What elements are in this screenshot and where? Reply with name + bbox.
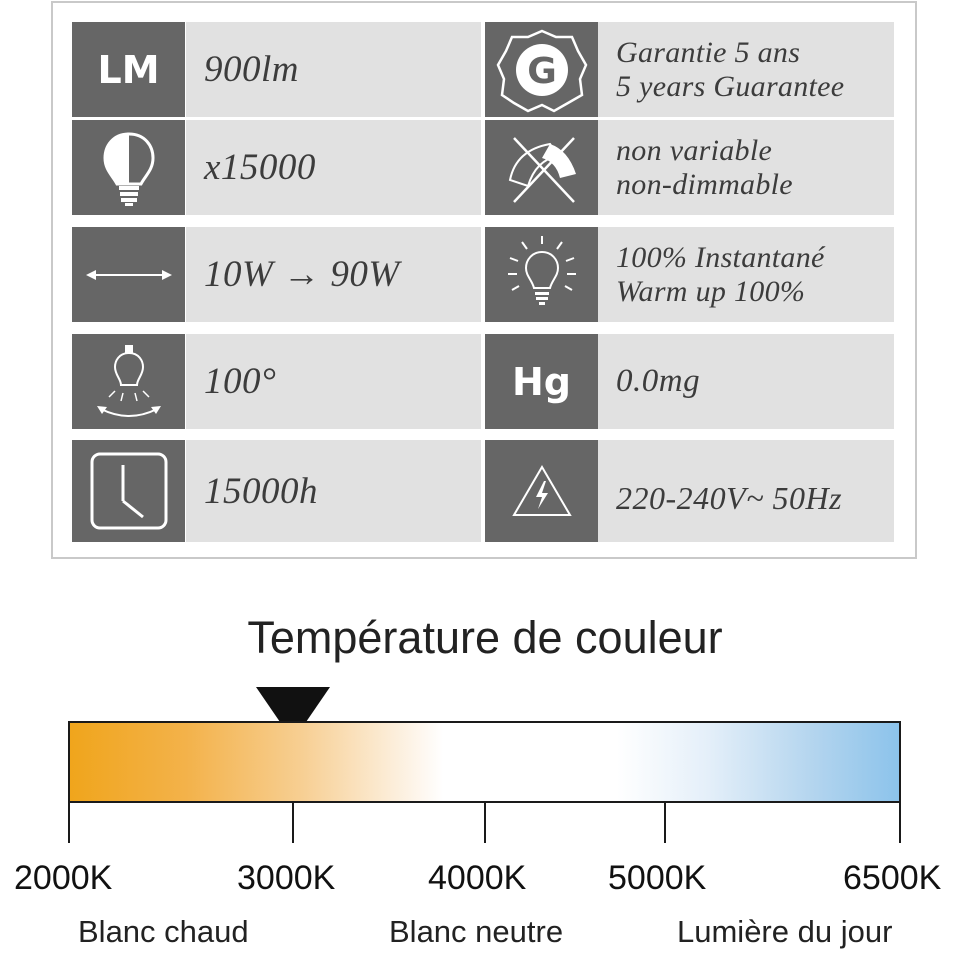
label-6500k: 6500K: [843, 859, 942, 897]
desc-warm-white: Blanc chaud: [78, 914, 249, 949]
color-temperature-gradient-bar: [68, 721, 901, 803]
voltage-warning-icon: [485, 440, 598, 542]
bulb-cycles-icon: [72, 120, 185, 215]
color-temperature-title: Température de couleur: [247, 612, 723, 663]
label-3000k: 3000K: [237, 859, 336, 897]
warmup-line-2: Warm up 100%: [616, 274, 806, 308]
mercury-value-cell: [598, 334, 894, 429]
label-2000k: 2000K: [14, 859, 113, 897]
lifetime-value: 15000h: [204, 470, 318, 512]
label-4000k: 4000K: [428, 859, 527, 897]
beam-angle-icon: [72, 334, 185, 429]
mercury-value: 0.0mg: [616, 363, 701, 399]
lumen-icon-label: LM: [97, 47, 160, 92]
dimmable-line-1: non variable: [616, 133, 773, 167]
tick-5000k: [664, 801, 666, 843]
label-5000k: 5000K: [608, 859, 707, 897]
equivalence-value-cell: [186, 227, 481, 322]
beam-angle-value: 100°: [204, 361, 277, 402]
tick-6500k: [899, 801, 901, 843]
tick-3000k: [292, 801, 294, 843]
voltage-value-cell: [598, 440, 894, 542]
tick-4000k: [484, 801, 486, 843]
warmup-line-1: 100% Instantané: [616, 240, 825, 274]
instant-light-icon: [485, 227, 598, 322]
lumen-value-cell: [186, 22, 481, 117]
mercury-icon-label: Hg: [511, 359, 571, 404]
dimmable-line-2: non-dimmable: [616, 167, 793, 201]
guarantee-value-cell: [598, 22, 894, 117]
guarantee-line-2: 5 years Guarantee: [616, 69, 845, 103]
guarantee-seal-letter: G: [526, 50, 557, 92]
desc-daylight: Lumière du jour: [677, 914, 893, 949]
beam-angle-value-cell: [186, 334, 481, 429]
desc-neutral-white: Blanc neutre: [389, 914, 564, 949]
lifetime-value-cell: [186, 440, 481, 542]
non-dimmable-icon: [485, 120, 598, 215]
equivalence-arrow-icon: [72, 227, 185, 322]
tick-2000k: [68, 801, 70, 843]
clock-icon: [72, 440, 185, 542]
cycles-value: x15000: [204, 147, 316, 188]
voltage-value: 220-240V~ 50Hz: [616, 479, 843, 516]
cycles-value-cell: [186, 120, 481, 215]
lumen-icon: [72, 22, 185, 117]
warmup-value-cell: [598, 227, 894, 322]
equivalence-value: 10W → 90W: [204, 254, 400, 295]
dimmable-value-cell: [598, 120, 894, 215]
guarantee-line-1: Garantie 5 ans: [616, 35, 801, 69]
mercury-icon: [485, 334, 598, 429]
lumen-value: 900lm: [204, 49, 299, 90]
guarantee-seal-icon: [485, 22, 598, 117]
